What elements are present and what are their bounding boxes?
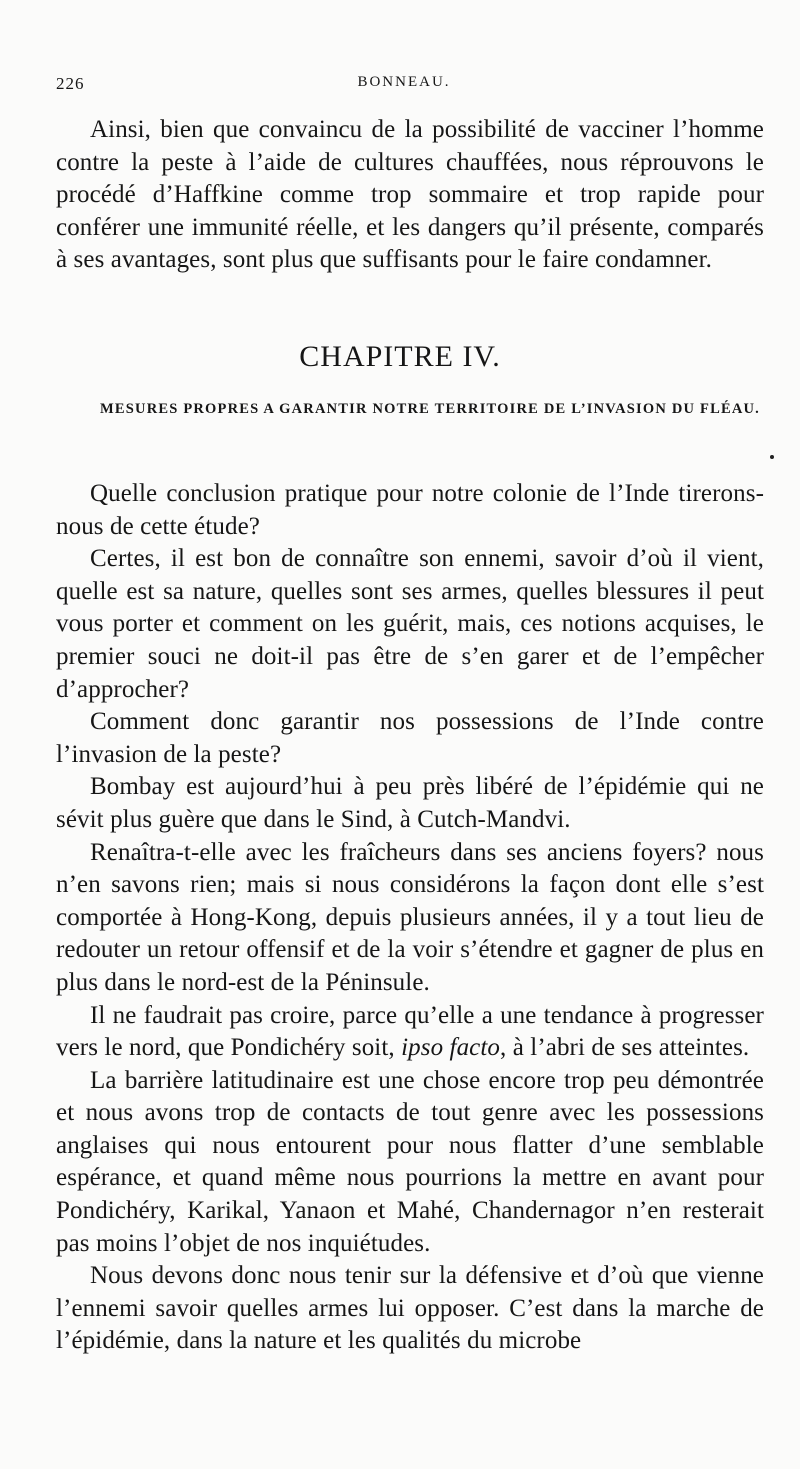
- paragraph: Quelle conclusion pratique pour notre colonie de l’Inde tirerons-nous de cette étude?: [56, 480, 764, 540]
- paragraph: Certes, il est bon de connaître son ennemi, savoir d’où il vient, quelle est sa nature, quelles sont ses armes, quelles blessures il peut vous porter et comment on les guérit, mais, ces notions acquises, le premier souci ne doit-il pas être de s’en garer et de l’empêcher d’approcher?: [56, 545, 764, 703]
- text-run: Il ne faudrait pas croire, parce qu’elle a une tendance à progresser vers le nord, que Pondichéry soit,: [56, 1001, 764, 1062]
- chapter-body: [56, 478, 764, 1358]
- paragraph: Renaîtra-t-elle avec les fraîcheurs dans ses anciens foyers? nous n’en savons rien; mais si nous considérons la façon dont elle s’est comportée à Hong-Kong, depuis plusieurs années, il y a tout lieu de redouter un retour offensif et de la voir s’étendre et gagner de plus en plus dans le nord-est de la Péninsule.: [56, 838, 764, 996]
- paragraph: Ainsi, bien que convaincu de la possibilité de vacciner l’homme contre la peste à l’aide de cultures chauffées, nous réprouvons le procédé d’Haffkine comme trop sommaire et trop rapide pour conférer une immunité réelle, et les dangers qu’il présente, comparés à ses avantages, sont plus que suffisants pour le faire condamner.: [56, 116, 764, 274]
- italic-phrase: ipso facto: [401, 1034, 501, 1062]
- paragraph: Bombay est aujourd’hui à peu près libéré de l’épidémie qui ne sévit plus guère que dans le Sind, à Cutch-Mandvi.: [56, 773, 764, 833]
- running-head: BONNEAU.: [357, 74, 451, 90]
- chapter-subtitle: MESURES PROPRES A GARANTIR NOTRE TERRITOIRE DE L’INVASION DU FLÉAU.: [100, 401, 760, 417]
- intro-section: [56, 114, 764, 277]
- ink-speck: [770, 455, 774, 459]
- page-number: 226: [56, 74, 85, 93]
- chapter-title: CHAPITRE IV.: [299, 340, 501, 373]
- paragraph: Nous devons donc nous tenir sur la défensive et d’où que vienne l’ennemi savoir quelles armes lui opposer. C’est dans la marche de l’épidémie, dans la nature et les qualités du microbe: [56, 1262, 764, 1355]
- paragraph-with-italic: [56, 1000, 764, 1065]
- text-run: , à l’abri de ses atteintes.: [500, 1034, 750, 1062]
- paragraph: Comment donc garantir nos possessions de l’Inde contre l’invasion de la peste?: [56, 708, 764, 768]
- paragraph: La barrière latitudinaire est une chose encore trop peu démontrée et nous avons trop de contacts de tout genre avec les possessions anglaises qui nous entourent pour nous flatter d’une semblable espérance, et quand même nous pourrions la mettre en avant pour Pondichéry, Karikal, Yanaon et Mahé, Chandernagor n’en resterait pas moins l’objet de nos inquiétudes.: [56, 1066, 764, 1257]
- page-header: [56, 74, 752, 98]
